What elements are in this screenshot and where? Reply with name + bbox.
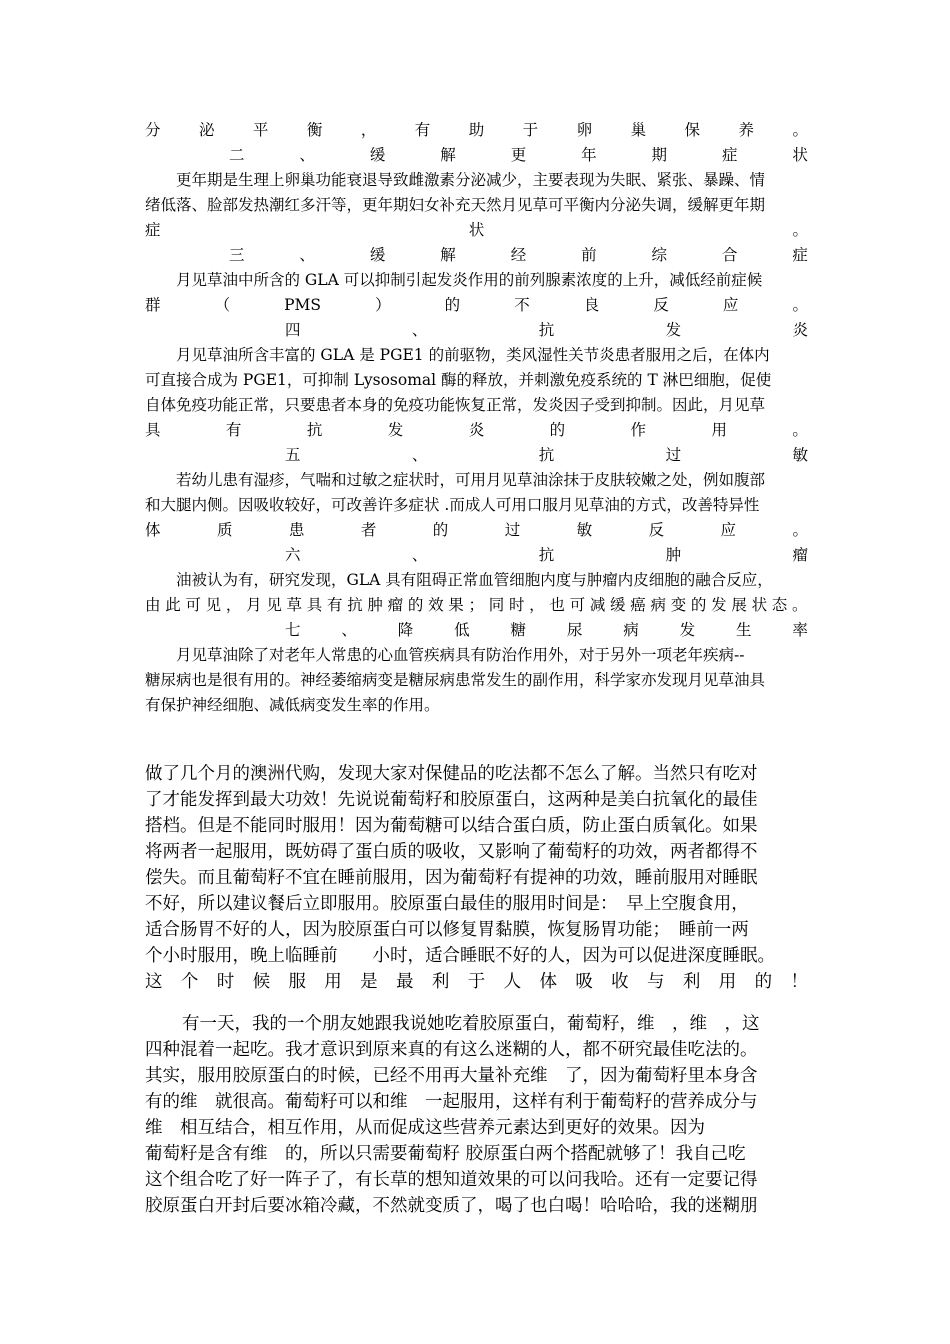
section-heading: 七 、 降 低 糖 尿 病 发 生 率 <box>285 621 808 639</box>
text-line: 适合肠胃不好的人，因为胶原蛋白可以修复胃黏膜，恢复肠胃功能； 睡前一两 <box>145 920 749 940</box>
text-line: 更年期是生理上卵巢功能衰退导致雌激素分泌减少，主要表现为失眠、紧张、暴躁、情 <box>176 171 766 189</box>
text-line: 月见草油所含丰富的 GLA 是 PGE1 的前驱物，类风湿性关节炎患者服用之后，在体内 <box>176 346 770 364</box>
section-heading: 五 、 抗 过 敏 <box>285 446 808 464</box>
text-line: 月见草油中所含的 GLA 可以抑制引起发炎作用的前列腺素浓度的上升，减低经前症候 <box>176 271 763 289</box>
text-line: 绪低落、脸部发热潮红多汗等，更年期妇女补充天然月见草可平衡内分泌失调，缓解更年期 <box>145 196 766 214</box>
text-line: 糖尿病也是很有用的。神经萎缩病变是糖尿病患常发生的副作用，科学家亦发现月见草油具 <box>145 671 766 689</box>
text-line: 四种混着一起吃。我才意识到原来真的有这么迷糊的人，都不研究最佳吃法的。 <box>145 1040 758 1060</box>
text-line: 若幼儿患有湿疹，气喘和过敏之症状时，可用月见草油涂抹于皮肤较嫩之处，例如腹部 <box>176 471 766 489</box>
text-line: 油被认为有，研究发现，GLA 具有阻碍正常血管细胞内度与肿瘤内皮细胞的融合反应， <box>176 571 773 589</box>
text-line: 了才能发挥到最大功效！先说说葡萄籽和胶原蛋白，这两种是美白抗氧化的最佳 <box>145 790 758 810</box>
text-line: 搭档。但是不能同时服用！因为葡萄糖可以结合蛋白质，防止蛋白质氧化。如果 <box>145 816 758 836</box>
text-line-justified: 体 质 患 者 的 过 敏 反 应 。 <box>145 521 808 539</box>
primrose-section <box>145 118 808 718</box>
text-line: 个小时服用，晚上临睡前 小时，适合睡眠不好的人，因为可以促进深度睡眠。 <box>145 946 775 966</box>
text-line: 月见草油除了对老年人常患的心血管疾病具有防治作用外，对于另外一项老年疾病-- <box>176 646 745 664</box>
text-line-justified: 由 此 可 见 ， 月 见 草 具 有 抗 肿 瘤 的 效 果 ； 同 时 ， 也 可 减 缓 癌 病 变 的 发 展 状 态 。 <box>145 596 808 614</box>
text-line: 有保护神经细胞、减低病变发生率的作用。 <box>145 696 440 714</box>
text-line: 其实，服用胶原蛋白的时候，已经不用再大量补充维 了，因为葡萄籽里本身含 <box>145 1066 758 1086</box>
supplement-section <box>145 761 808 995</box>
text-line: 做了几个月的澳洲代购，发现大家对保健品的吃法都不怎么了解。当然只有吃对 <box>145 764 758 784</box>
text-line-justified: 症 状 。 <box>145 221 808 239</box>
text-line: 自体免疫功能正常，只要患者本身的免疫功能恢复正常，发炎因子受到抑制。因此，月见草 <box>145 396 766 414</box>
text-line-justified: 分 泌 平 衡 ， 有 助 于 卵 巢 保 养 。 <box>145 121 808 139</box>
text-line: 这个组合吃了好一阵子了，有长草的想知道效果的可以问我哈。还有一定要记得 <box>145 1170 758 1190</box>
text-line: 不好，所以建议餐后立即服用。胶原蛋白最佳的服用时间是： 早上空腹食用， <box>145 894 749 914</box>
text-line: 葡萄籽是含有维 的，所以只需要葡萄籽 胶原蛋白两个搭配就够了！我自己吃 <box>145 1144 746 1164</box>
section-heading: 二 、 缓 解 更 年 期 症 状 <box>229 146 808 164</box>
text-line: 有一天，我的一个朋友她跟我说她吃着胶原蛋白，葡萄籽，维 ，维 ，这 <box>182 1014 760 1034</box>
section-heading: 三 、 缓 解 经 前 综 合 症 <box>229 246 808 264</box>
text-line: 有的维 就很高。葡萄籽可以和维 一起服用，这样有利于葡萄籽的营养成分与 <box>145 1092 758 1112</box>
text-line-justified: 群 （ PMS ） 的 不 良 反 应 。 <box>145 296 808 314</box>
text-line: 胶原蛋白开封后要冰箱冷藏，不然就变质了，喝了也白喝！哈哈哈，我的迷糊朋 <box>145 1196 758 1216</box>
text-line: 和大腿内侧。因吸收较好，可改善许多症状 .而成人可用口服月见草油的方式，改善特异性 <box>145 496 760 514</box>
text-line-justified: 这 个 时 候 服 用 是 最 利 于 人 体 吸 收 与 利 用 的 ！ <box>145 972 808 992</box>
section-heading: 六 、 抗 肿 瘤 <box>285 546 808 564</box>
text-line: 维 相互结合，相互作用，从而促成这些营养元素达到更好的效果。因为 <box>145 1118 705 1138</box>
text-line: 可直接合成为 PGE1，可抑制 Lysosomal 酶的释放，并刺激免疫系统的 T 淋巴细胞，促使 <box>145 371 772 389</box>
text-line-justified: 具 有 抗 发 炎 的 作 用 。 <box>145 421 808 439</box>
text-line: 偿失。而且葡萄籽不宜在睡前服用，因为葡萄籽有提神的功效，睡前服用对睡眠 <box>145 868 758 888</box>
anecdote-section <box>145 1011 808 1219</box>
section-heading: 四 、 抗 发 炎 <box>285 321 808 339</box>
text-line: 将两者一起服用，既妨碍了蛋白质的吸收，又影响了葡萄籽的功效，两者都得不 <box>145 842 758 862</box>
